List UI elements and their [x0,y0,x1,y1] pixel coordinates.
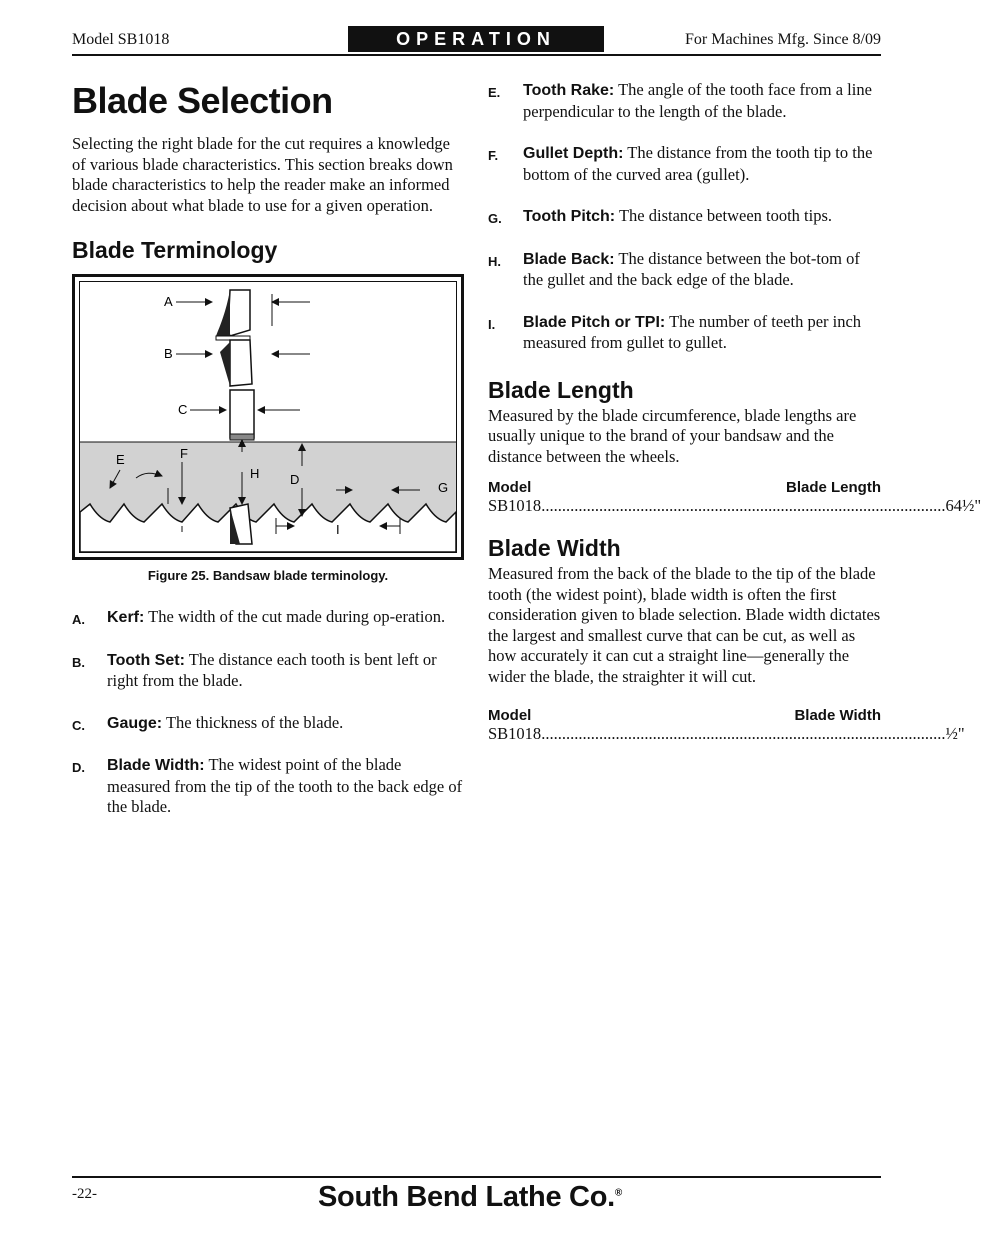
term-name: Blade Width: [107,757,205,774]
term-item [72,607,464,629]
blade-length-text: Measured by the blade circumference, blade lengths are usually unique to the brand of your bandsaw and the distance between the wheels. [488,405,857,466]
label-F: F [180,446,188,461]
col-blade-width: Blade Width [794,707,881,724]
term-letter: F. [488,148,499,163]
header-model: Model SB1018 [72,31,170,48]
gauge-profile [230,390,254,438]
term-item [488,312,881,354]
label-D: D [290,472,300,487]
label-G: G [438,480,449,495]
blade-length-heading: Blade Length [488,376,634,403]
terminology-heading: Blade Terminology [72,237,278,263]
term-letter: I. [488,316,496,332]
term-desc: The width of the cut made during op-eration. [148,607,446,626]
kerf-profile [228,290,250,336]
term-desc: The distance between tooth tips. [618,206,833,225]
col-model: Model [488,479,532,496]
label-B: B [164,346,173,361]
term-name: Gullet Depth: [523,145,624,162]
col-model: Model [488,707,532,724]
terms-right-list [488,80,881,354]
term-desc: The distance from the tooth tip to the bottom of the curved area (gullet). [523,143,873,184]
brand-logo [318,1181,622,1214]
right-column [488,80,981,744]
term-item [488,80,881,122]
term-name: Tooth Rake: [523,82,615,99]
blade-width-heading: Blade Width [488,535,621,561]
dot-leader: .................................................................................................. [541,724,946,743]
blade-length-table-header [488,479,881,496]
header-machines-note: For Machines Mfg. Since 8/09 [685,31,881,48]
page-header [72,26,881,56]
term-letter: H. [488,253,501,269]
term-item [72,755,464,818]
blade-diagram [80,282,456,552]
term-desc: The number of teeth per inch measured from gullet to gullet. [523,311,862,352]
blade-length-row [488,496,981,516]
term-name: Kerf: [107,609,145,626]
term-item [72,650,464,692]
label-C: C [178,402,188,417]
term-name: Blade Pitch or TPI: [523,313,666,331]
label-A: A [164,294,173,309]
term-name: Tooth Set: [107,651,185,669]
term-desc: The widest point of the blade measured from the tip of the tooth to the back edge of the blade. [107,755,463,816]
registered-mark: ® [614,1187,622,1199]
col-blade-length: Blade Length [785,479,881,496]
term-item [72,713,464,735]
term-item [488,206,881,228]
blade-width-text: Measured from the back of the blade to the tip of the blade tooth (the widest point), blade width is often the first consideration given to blade selection. Blade width dictates the largest and smallest curve that can be cut, as well as how accurately it can cut a straight line—generally the wider the blade, the straighter it will cut. [488,564,881,686]
blade-figure [72,274,464,560]
brand-name: South Bend Lathe Co. [318,1181,615,1213]
term-letter: A. [72,612,85,627]
term-desc: The distance between the bot-tom of the gullet and the back edge of the blade. [523,248,860,289]
terms-left-list [72,607,464,818]
left-column [72,80,464,818]
tooth-set-profile [230,340,252,386]
term-desc: The distance each tooth is bent left or right from the blade. [107,649,437,690]
term-item [488,143,881,185]
dot-leader: .................................................................................................. [541,496,946,515]
term-name: Gauge: [107,714,163,732]
blade-width-table-header [488,707,881,724]
header-section-badge: OPERATION [348,26,604,52]
row-blade-width: ½" [945,724,965,743]
figure-caption: Figure 25. Bandsaw blade terminology. [147,568,389,583]
term-item [488,249,881,291]
page-title: Blade Selection [72,80,333,121]
term-letter: C. [72,717,85,733]
term-name: Tooth Pitch: [523,208,616,225]
label-I: I [336,522,340,537]
term-letter: G. [488,211,502,226]
term-letter: E. [488,85,501,100]
label-E: E [116,452,125,467]
term-letter: D. [72,760,85,775]
row-model: SB1018 [488,724,542,743]
blade-width-row [488,724,965,744]
page-footer [72,1176,881,1218]
row-blade-length: 64½" [945,496,981,515]
term-desc: The thickness of the blade. [165,712,344,732]
label-H: H [250,466,260,481]
term-desc: The angle of the tooth face from a line perpendicular to the length of the blade. [523,80,872,121]
intro-paragraph: Selecting the right blade for the cut requires a knowledge of various blade characteristics. This section breaks down blade characteristics to help the reader make an informed decision about what blade to use for a given operation. [72,134,453,215]
page-number: -22- [72,1186,97,1202]
term-letter: B. [72,654,85,670]
row-model: SB1018 [488,496,542,515]
term-name: Blade Back: [523,250,615,268]
